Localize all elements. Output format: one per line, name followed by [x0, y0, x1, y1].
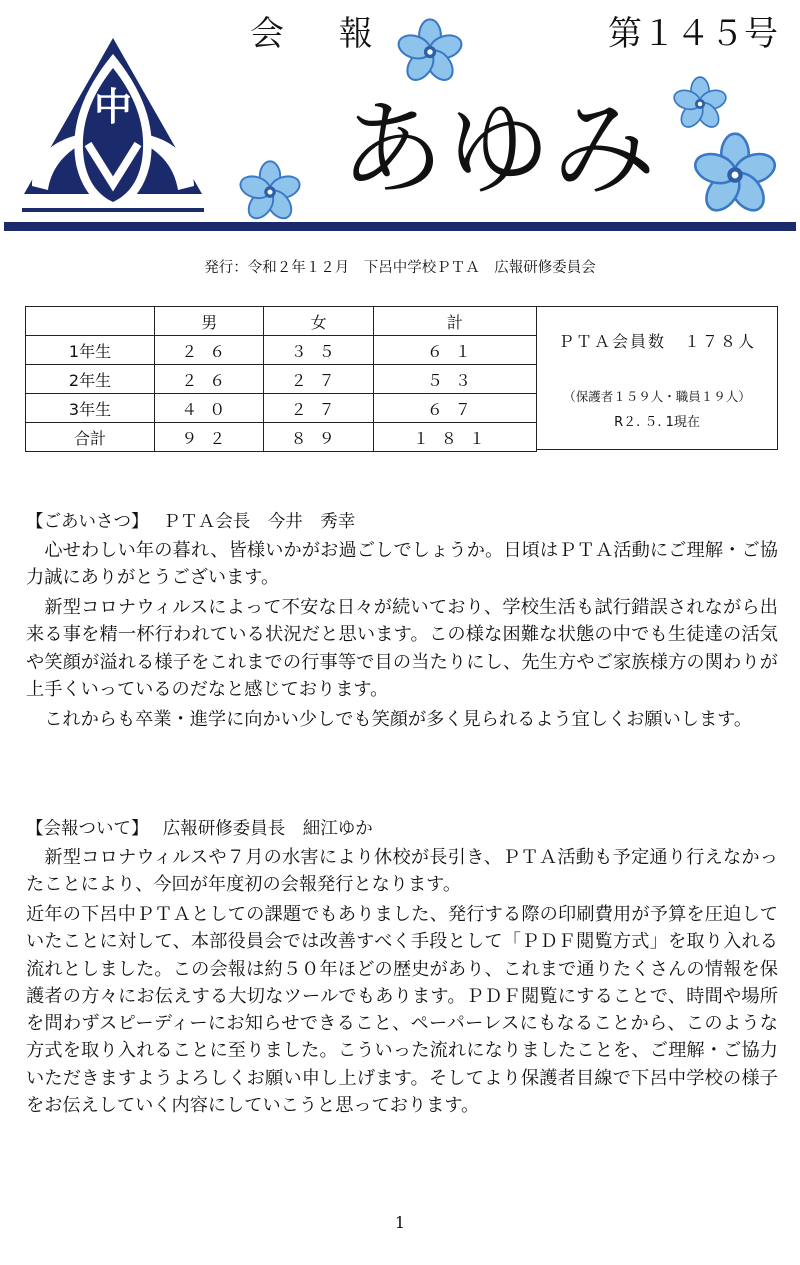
header-rule: [4, 222, 796, 231]
female-count: ２７: [264, 365, 373, 394]
flower-icon: [396, 18, 464, 86]
column-header: [26, 307, 155, 336]
table-row: [26, 365, 537, 394]
table-header-row: [26, 307, 537, 336]
total-count: ５３: [373, 365, 536, 394]
issue-number: 第１４５号: [608, 14, 778, 54]
member-count: ＰＴＡ会員数 １７８人: [557, 332, 756, 351]
school-logo: [18, 34, 208, 218]
row-label: 合計: [26, 423, 155, 452]
page-number: 1: [394, 1213, 406, 1232]
member-breakdown: （保護者１５９人・職員１９人）: [563, 389, 751, 404]
newsletter-label: 会 報: [250, 14, 395, 54]
newsletter-paragraph: 新型コロナウィルスや７月の水害により休校が長引き、ＰＴＡ活動も予定通り行えなかったことにより、今回が年度初の会報発行となります。: [26, 847, 778, 896]
male-count: ２６: [155, 336, 264, 365]
greeting-paragraph: これからも卒業・進学に向かい少しでも笑顔が多く見られるよう宜しくお願いします。: [26, 709, 753, 730]
logo-char: 中: [93, 85, 133, 129]
table-row: [26, 423, 537, 452]
as-of-date: R２. ５. 1現在: [614, 415, 700, 430]
greeting-heading: 【ごあいさつ】 ＰＴＡ会長 今井 秀幸: [26, 512, 356, 532]
total-count: ６１: [373, 336, 536, 365]
total-count: ６７: [373, 394, 536, 423]
male-count: ９２: [155, 423, 264, 452]
row-label: 2年生: [26, 365, 155, 394]
newsletter-title: あゆみ: [340, 88, 659, 210]
table-row: [26, 336, 537, 365]
male-count: ４０: [155, 394, 264, 423]
table-row: [26, 394, 537, 423]
flower-icon: [238, 160, 302, 224]
greeting-paragraph: 新型コロナウィルスによって不安な日々が続いており、学校生活も試行錯誤されながら出来る事を精一杯行われている状況だと思います。この様な困難な状態の中でも生徒達の活気や笑顔が溢れる様子をこれまでの行事等で目の当たりにし、先生方やご家族様方の関わりが上手くいっているのだなと感じております。: [26, 597, 778, 700]
column-header: 計: [373, 307, 536, 336]
member-stats: [25, 306, 777, 450]
row-label: 1年生: [26, 336, 155, 365]
stats-table: [25, 306, 537, 452]
newsletter-heading: 【会報ついて】 広報研修委員長 細江ゆか: [26, 819, 373, 839]
flower-icon: [672, 76, 728, 132]
female-count: ２７: [264, 394, 373, 423]
female-count: ８９: [264, 423, 373, 452]
flower-icon: [692, 132, 778, 218]
column-header: 女: [264, 307, 373, 336]
row-label: 3年生: [26, 394, 155, 423]
publisher-line: 発行：令和２年１２月 下呂中学校ＰＴＡ 広報研修委員会: [204, 260, 596, 276]
column-header: 男: [155, 307, 264, 336]
total-count: １８１: [373, 423, 536, 452]
male-count: ２６: [155, 365, 264, 394]
female-count: ３５: [264, 336, 373, 365]
greeting-paragraph: 心せわしい年の暮れ、皆様いかがお過ごしでしょうか。日頃はＰＴＡ活動にご理解・ご協力誠にありがとうございます。: [26, 540, 778, 589]
newsletter-paragraph: 近年の下呂中ＰＴＡとしての課題でもありました、発行する際の印刷費用が予算を圧迫していたことに対して、本部役員会では改善すべく手段として「ＰＤＦ閲覧方式」を取り入れる流れとしました。この会報は約５０年ほどの歴史があり、これまで通りたくさんの情報を保護者の方々にお伝えする大切なツールでもあります。ＰＤＦ閲覧にすることで、時間や場所を問わずスピーディーにお知らせできること、ペーパーレスにもなることから、このような方式を取り入れることに至りました。こういった流れになりましたことを、ご理解・ご協力いただきますようよろしくお願い申し上げます。そしてより保護者目線で下呂中学校の様子をお伝えしていく内容にしていこうと思っております。: [26, 904, 778, 1117]
member-summary-box: [537, 306, 778, 450]
